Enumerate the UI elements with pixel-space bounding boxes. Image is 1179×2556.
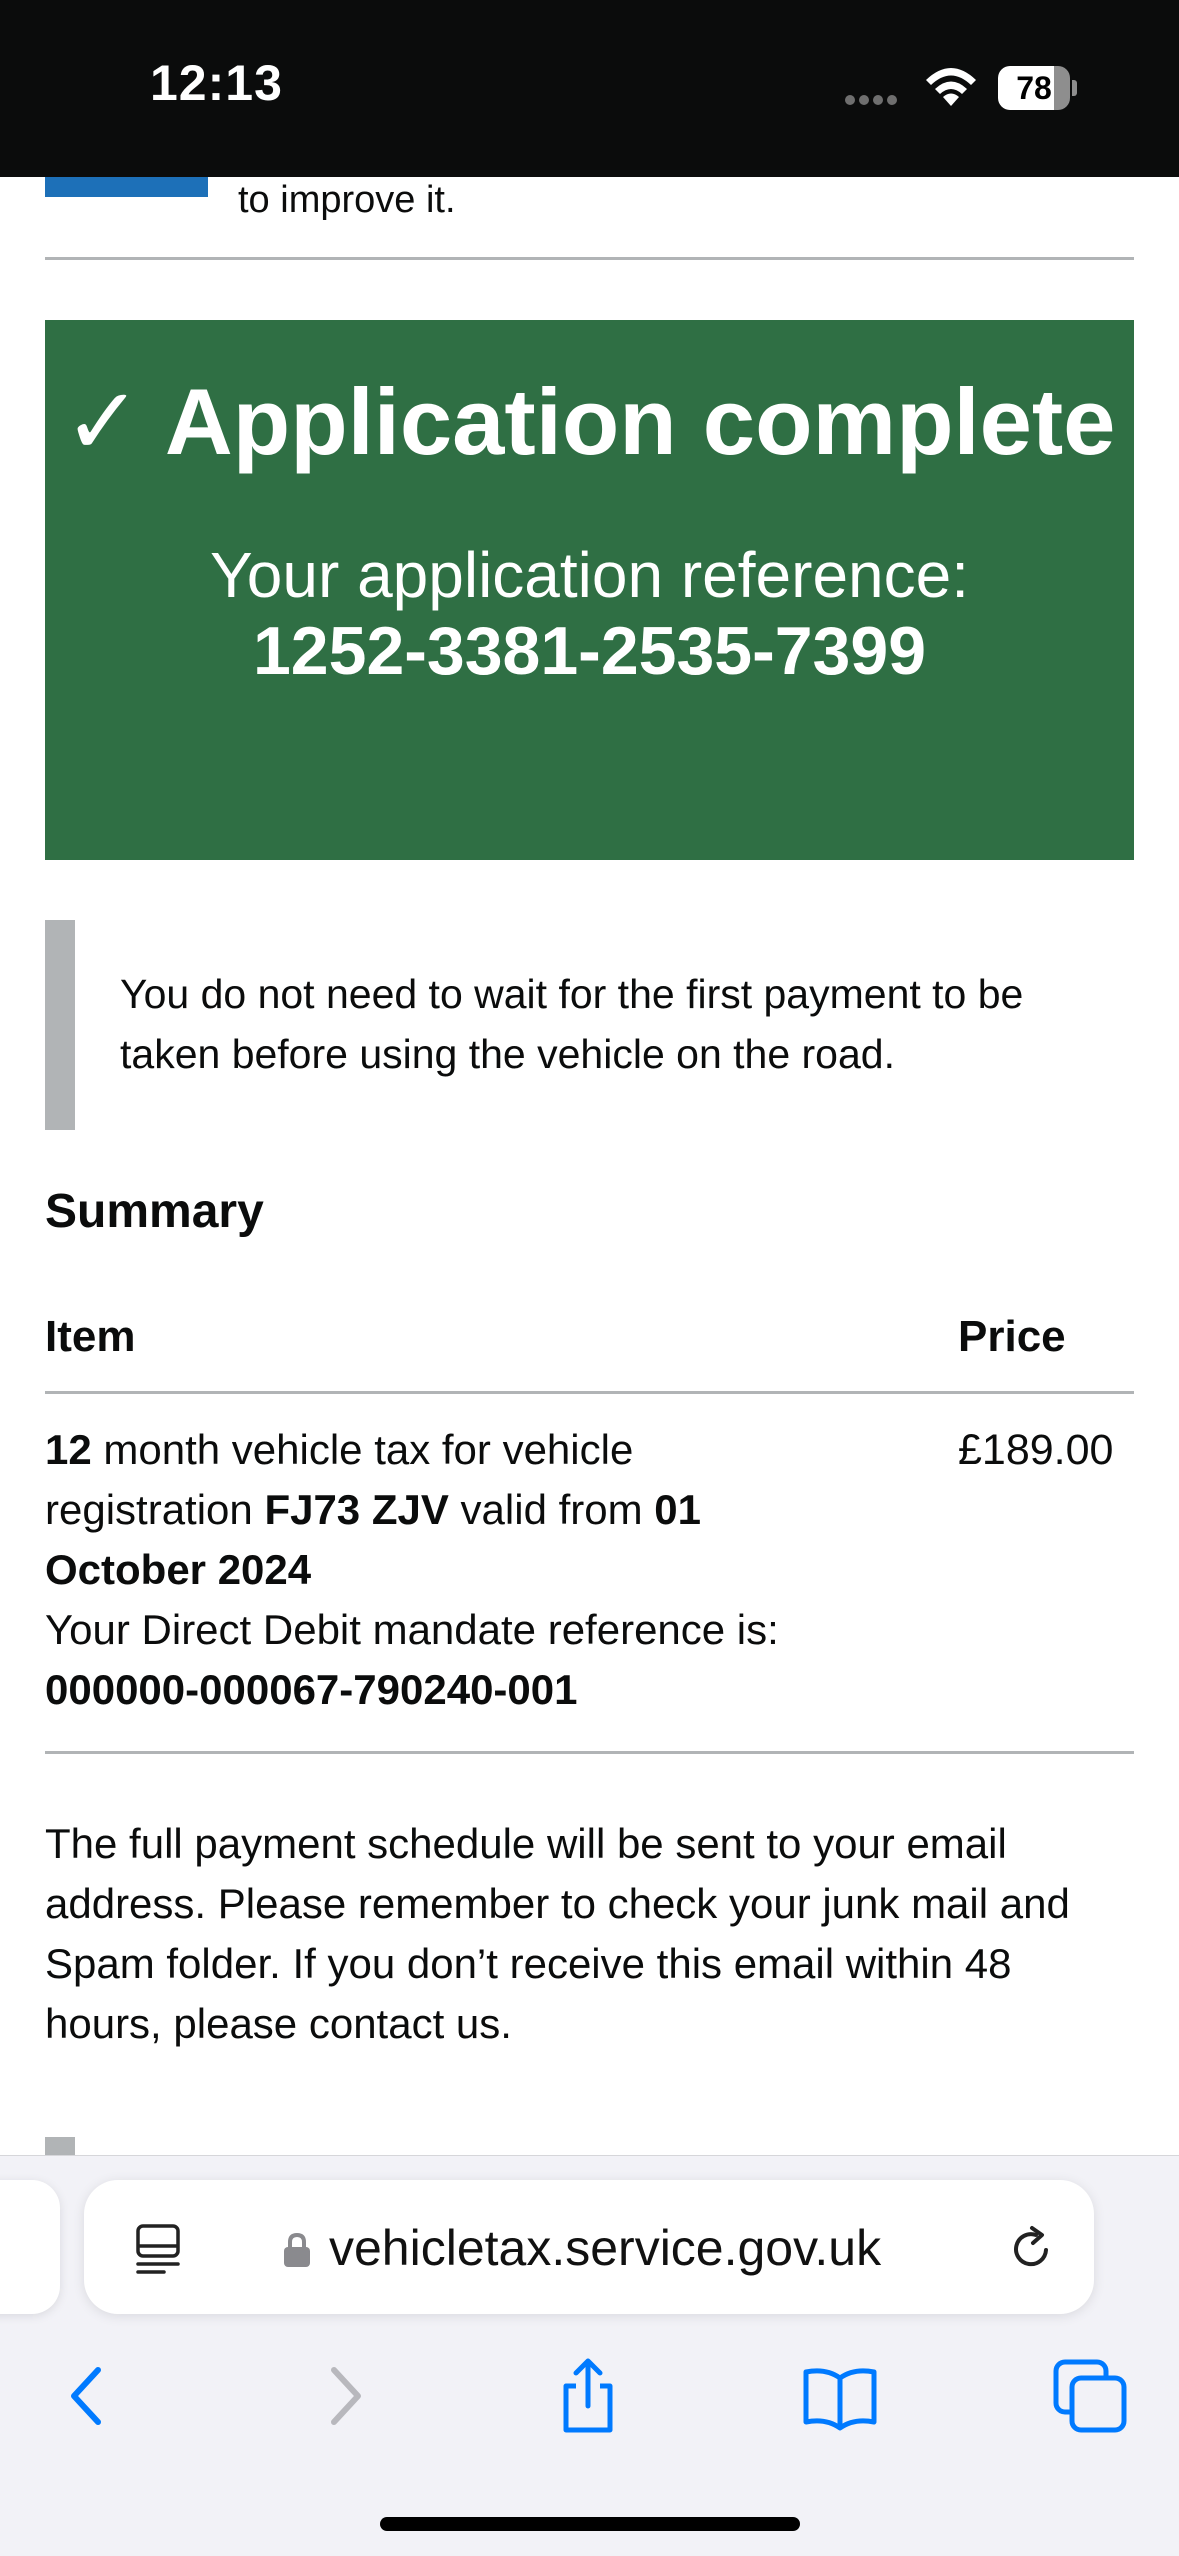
home-indicator[interactable]: [380, 2517, 800, 2531]
confirmation-panel: [45, 320, 1134, 860]
previous-tab-card[interactable]: [0, 2180, 60, 2314]
reference-label: Your application reference:: [209, 539, 970, 611]
panel-title: ✓ Application complete: [63, 369, 1116, 474]
inset-border: [45, 920, 75, 1130]
column-header-price: Price: [958, 1312, 1066, 1361]
reload-icon[interactable]: [1006, 2224, 1056, 2274]
url-text[interactable]: vehicletax.service.gov.uk: [329, 2220, 882, 2276]
summary-table: [45, 1302, 1134, 1754]
phase-tag: [45, 177, 208, 197]
inset-border: [45, 2137, 75, 2155]
feedback-banner: [45, 177, 1134, 257]
battery-level: 78: [1016, 70, 1052, 106]
valid-from-date: 01 October 2024: [45, 1486, 701, 1593]
table-header-row: [45, 1302, 1134, 1394]
inset-text: You do not need to wait for the first payment to be taken before using the vehicle on the road.: [120, 971, 1024, 1077]
browser-toolbar: [0, 2155, 1179, 2556]
status-bar: [0, 0, 1179, 177]
share-icon[interactable]: [548, 2356, 628, 2436]
mandate-label: Your Direct Debit mandate reference is:: [45, 1606, 779, 1653]
item-description: [45, 1420, 845, 1720]
address-bar[interactable]: [84, 2180, 1094, 2314]
reference-number: 1252-3381-2535-7399: [252, 613, 927, 689]
inset-text-block: [45, 920, 1134, 1130]
item-text: month vehicle tax for vehicle registration: [45, 1426, 634, 1533]
book-icon[interactable]: [800, 2356, 880, 2436]
web-content[interactable]: [0, 177, 1179, 2155]
summary-heading: Summary: [45, 1185, 264, 1238]
reader-icon[interactable]: [134, 2222, 182, 2274]
cellular-signal-icon: [845, 92, 905, 106]
wifi-icon: [922, 60, 980, 110]
divider: [45, 257, 1134, 260]
feedback-banner-text: to improve it.: [238, 179, 456, 221]
item-price: £189.00: [958, 1426, 1114, 1474]
status-time: 12:13: [150, 55, 283, 111]
chevron-left-icon[interactable]: [50, 2356, 130, 2436]
item-text: valid from: [448, 1486, 655, 1533]
chevron-right-icon[interactable]: [302, 2356, 382, 2436]
payment-schedule-info: The full payment schedule will be sent to your email address. Please remember to check your junk mail and Spam folder. If you don’t receive this email within 48 hours, please contact us.: [45, 1820, 1070, 2047]
column-header-item: Item: [45, 1312, 136, 1361]
tabs-icon[interactable]: [1050, 2356, 1130, 2436]
mandate-reference: 000000-000067-790240-001: [45, 1666, 578, 1713]
table-row: [45, 1394, 1134, 1754]
vehicle-registration: FJ73 ZJV: [264, 1486, 449, 1533]
duration-months: 12: [45, 1426, 92, 1473]
lock-icon: [282, 2232, 312, 2268]
battery-indicator: [998, 66, 1076, 110]
